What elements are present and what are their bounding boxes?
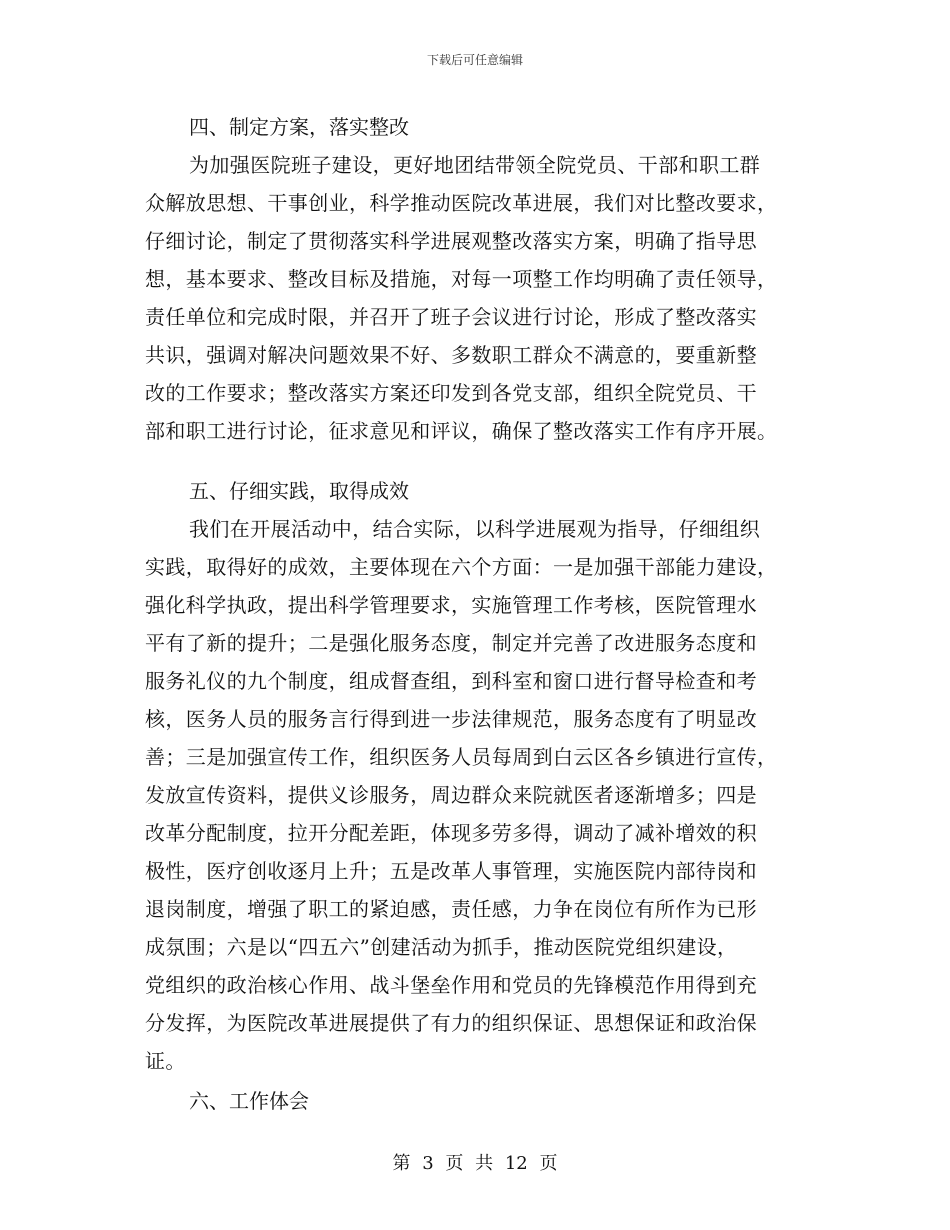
paragraph-line: 强化科学执政，提出科学管理要求，实施管理工作考核，医院管理水 (145, 593, 757, 617)
section-gap (145, 450, 807, 472)
paragraph-line: 分发挥，为医院改革进展提供了有力的组织保证、思想保证和政治保 (145, 1011, 757, 1035)
paragraph-line: 极性，医疗创收逐月上升；五是改革人事管理，实施医院内部待岗和 (145, 859, 757, 883)
header-note: 下载后可任意编辑 (426, 53, 523, 67)
page-footer: 第 3 页 共 12 页 (392, 1153, 558, 1174)
paragraph-line: 改的工作要求；整改落实方案还印发到各党支部，组织全院党员、干 (145, 381, 757, 405)
paragraph-line: 想，基本要求、整改目标及措施，对每一项整工作均明确了责任领导， (145, 267, 778, 291)
paragraph-line: 实践，取得好的成效，主要体现在六个方面：一是加强干部能力建设， (145, 555, 778, 579)
section-heading: 六、工作体会 (189, 1089, 309, 1113)
paragraph-line: 善；三是加强宣传工作，组织医务人员每周到白云区各乡镇进行宣传， (145, 745, 778, 769)
paragraph-line: 成氛围；六是以“四五六”创建活动为抓手，推动医院党组织建设， (145, 935, 738, 959)
section-heading: 四、制定方案，落实整改 (189, 115, 409, 139)
paragraph-line: 部和职工进行讨论，征求意见和评议，确保了整改落实工作有序开展。 (145, 419, 778, 443)
paragraph-line: 平有了新的提升；二是强化服务态度，制定并完善了改进服务态度和 (145, 631, 757, 655)
paragraph-line: 我们在开展活动中，结合实际，以科学进展观为指导，仔细组织 (189, 517, 761, 541)
document-body (145, 108, 807, 1120)
section-heading: 五、仔细实践，取得成效 (189, 479, 409, 503)
paragraph-line: 发放宣传资料，提供义诊服务，周边群众来院就医者逐渐增多；四是 (145, 783, 757, 807)
paragraph-line: 众解放思想、干事创业，科学推动医院改革进展，我们对比整改要求， (145, 191, 778, 215)
paragraph-line: 仔细讨论，制定了贯彻落实科学进展观整改落实方案，明确了指导思 (145, 229, 757, 253)
paragraph-line: 为加强医院班子建设，更好地团结带领全院党员、干部和职工群 (189, 153, 761, 177)
paragraph-line: 退岗制度，增强了职工的紧迫感，责任感，力争在岗位有所作为已形 (145, 897, 757, 921)
paragraph-line: 共识，强调对解决问题效果不好、多数职工群众不满意的，要重新整 (145, 343, 757, 367)
paragraph-line: 服务礼仪的九个制度，组成督查组，到科室和窗口进行督导检查和考 (145, 669, 757, 693)
section-paragraph (145, 510, 807, 1080)
paragraph-line: 证。 (145, 1049, 186, 1073)
paragraph-line: 党组织的政治核心作用、战斗堡垒作用和党员的先锋模范作用得到充 (145, 973, 757, 997)
paragraph-line: 责任单位和完成时限，并召开了班子会议进行讨论，形成了整改落实 (145, 305, 757, 329)
paragraph-line: 改革分配制度，拉开分配差距，体现多劳多得，调动了减补增效的积 (145, 821, 757, 845)
section-paragraph (145, 146, 807, 450)
paragraph-line: 核，医务人员的服务言行得到进一步法律规范，服务态度有了明显改 (145, 707, 757, 731)
